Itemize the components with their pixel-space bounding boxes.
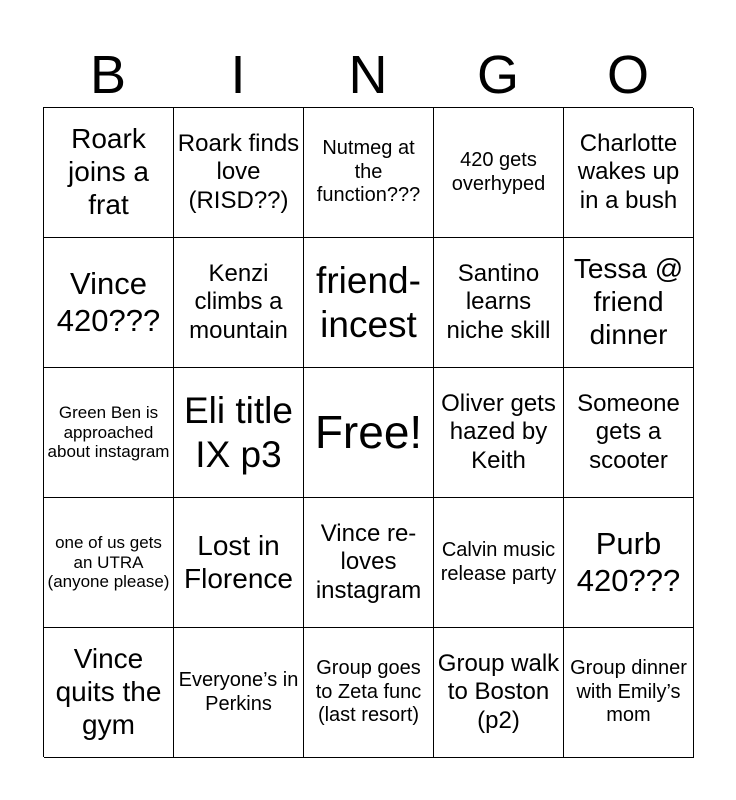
cell-text: friend-incest — [316, 260, 421, 345]
bingo-cell[interactable] — [174, 238, 304, 368]
cell-text: Group dinner with Emily’s mom — [570, 657, 687, 727]
bingo-cell[interactable] — [564, 498, 694, 628]
cell-text: Eli title IX p3 — [184, 390, 293, 475]
bingo-cell[interactable] — [44, 498, 174, 628]
bingo-cell[interactable] — [564, 238, 694, 368]
cell-text: Everyone’s in Perkins — [178, 669, 299, 715]
cell-text: one of us gets an UTRA (anyone please) — [47, 532, 170, 592]
header-letter-n: N — [348, 45, 388, 105]
bingo-cell-free[interactable] — [304, 368, 434, 498]
cell-text: Someone gets a scooter — [577, 390, 680, 474]
bingo-cell[interactable] — [174, 498, 304, 628]
cell-text: Santino learns niche skill — [446, 260, 551, 344]
bingo-cell[interactable] — [434, 628, 564, 758]
bingo-cell[interactable] — [44, 628, 174, 758]
cell-text: Vince re-loves instagram — [315, 520, 422, 604]
cell-text: Group goes to Zeta func (last resort) — [315, 657, 422, 727]
header-letter-b: B — [89, 45, 127, 105]
bingo-cell[interactable] — [174, 368, 304, 498]
cell-text: Oliver gets hazed by Keith — [441, 390, 556, 474]
bingo-header — [43, 44, 693, 106]
cell-text: Vince 420??? — [56, 266, 161, 338]
cell-text: Kenzi climbs a mountain — [189, 260, 288, 344]
cell-text: Charlotte wakes up in a bush — [577, 130, 680, 214]
bingo-cell[interactable] — [434, 368, 564, 498]
bingo-cell[interactable] — [304, 238, 434, 368]
header-letter-o: O — [606, 45, 649, 105]
cell-text: Vince quits the gym — [55, 643, 162, 740]
cell-text: Group walk to Boston (p2) — [437, 650, 560, 734]
bingo-cell[interactable] — [44, 368, 174, 498]
cell-text: Nutmeg at the function??? — [316, 137, 421, 207]
cell-text: Free! — [314, 405, 423, 458]
header-letter-g: G — [476, 45, 519, 105]
bingo-cell[interactable] — [434, 498, 564, 628]
cell-text: Roark finds love (RISD??) — [177, 130, 300, 214]
bingo-cell[interactable] — [564, 108, 694, 238]
bingo-cell[interactable] — [174, 108, 304, 238]
bingo-cell[interactable] — [304, 108, 434, 238]
bingo-cell[interactable] — [564, 368, 694, 498]
cell-text: Roark joins a frat — [68, 123, 149, 220]
bingo-cell[interactable] — [564, 628, 694, 758]
cell-text: Lost in Florence — [184, 529, 293, 594]
bingo-cell[interactable] — [304, 628, 434, 758]
cell-text: Tessa @ friend dinner — [573, 253, 684, 350]
cell-text: Purb 420??? — [576, 526, 681, 598]
cell-text: Calvin music release party — [440, 539, 557, 585]
cell-text: Green Ben is approached about instagram — [47, 402, 170, 462]
bingo-cell[interactable] — [44, 108, 174, 238]
bingo-cell[interactable] — [174, 628, 304, 758]
bingo-cell[interactable] — [434, 108, 564, 238]
bingo-board — [43, 107, 693, 757]
cell-text: 420 gets overhyped — [451, 149, 546, 195]
header-letter-i: I — [230, 45, 246, 105]
bingo-cell[interactable] — [434, 238, 564, 368]
bingo-cell[interactable] — [304, 498, 434, 628]
bingo-cell[interactable] — [44, 238, 174, 368]
